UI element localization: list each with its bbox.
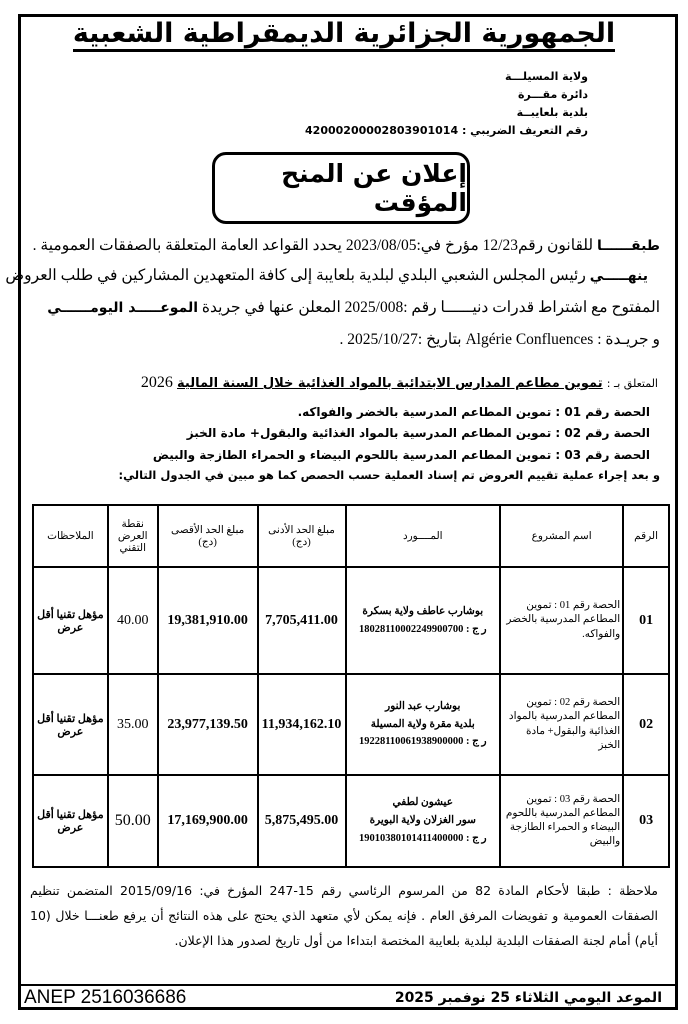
lot-2: الحصة رقم 02 : تموين المطاعم المدرسية بالمواد الغذائية والبقول+ مادة الخبز bbox=[186, 426, 650, 440]
supplier-address: سور الغزلان ولاية البويرة bbox=[369, 815, 476, 827]
table-header-row bbox=[33, 505, 669, 567]
wilaya: ولاية المسيلـــة bbox=[504, 70, 588, 83]
col-max: مبلغ الحد الأقصى (دج) bbox=[158, 505, 258, 567]
supplier-address: بلدية مقرة ولاية المسيلة bbox=[370, 718, 475, 730]
row-project: الحصة رقم 03 : تموين المطاعم المدرسية باللحوم البيضاء و الحمراء الطازجة والبيض bbox=[500, 775, 623, 867]
announcement-title-box bbox=[212, 152, 470, 224]
subject-year: 2026 bbox=[140, 374, 173, 391]
subject-line bbox=[141, 374, 658, 392]
row-max: 19,381,910.00 bbox=[158, 567, 258, 674]
row-score: 50.00 bbox=[108, 775, 158, 867]
row-note: مؤهل تقنيا أقل عرض bbox=[33, 567, 108, 674]
col-min: مبلغ الحد الأدنى (دج) bbox=[258, 505, 346, 567]
subject-label: المتعلق بـ : bbox=[606, 377, 658, 390]
row-min: 11,934,162.10 bbox=[258, 674, 346, 775]
text: المفتوح مع اشتراط قدرات دنيــــــا رقم :2025/008 المعلن عنها في جريدة bbox=[201, 299, 660, 316]
row-number: 02 bbox=[623, 674, 669, 775]
supplier-rc: ر ج : 18028110002249900700 bbox=[358, 623, 487, 635]
row-max: 17,169,900.00 bbox=[158, 775, 258, 867]
body-line-2 bbox=[5, 266, 648, 285]
supplier-rc: ر ج : 19010380101411400000 bbox=[358, 832, 487, 844]
table-row bbox=[33, 567, 669, 674]
row-supplier bbox=[346, 567, 501, 674]
row-project: الحصة رقم 02 : تموين المطاعم المدرسية بالمواد الغذائية والبقول+ مادة الخبز bbox=[500, 674, 623, 775]
supplier-name: بوشارب عاطف ولاية بسكرة bbox=[362, 605, 484, 617]
row-score: 35.00 bbox=[108, 674, 158, 775]
row-supplier bbox=[346, 674, 501, 775]
col-supplier: المــــورد bbox=[346, 505, 501, 567]
col-notes: الملاحظات bbox=[33, 505, 108, 567]
newspaper-date: الموعد اليومي الثلاثاء 25 نوفمبر 2025 bbox=[394, 990, 662, 1006]
supplier-rc: ر ج : 19228110061938900000 bbox=[358, 736, 487, 748]
col-project: اسم المشروع bbox=[500, 505, 623, 567]
text: رئيس المجلس الشعبي البلدي لبلدية بلعايبة إلى كافة المتعهدين المشاركين في طلب العروض bbox=[5, 267, 586, 284]
row-max: 23,977,139.50 bbox=[158, 674, 258, 775]
col-score: نقطة العرض التقني bbox=[108, 505, 158, 567]
tax-id-label: رقم التعريف الضريبي : bbox=[461, 124, 588, 137]
text: للقانون رقم12/23 مؤرخ في:2023/08/05 يحدد القواعد العامة المتعلقة بالصفقات العمومية . bbox=[32, 237, 594, 254]
table-row bbox=[33, 775, 669, 867]
row-project: الحصة رقم 01 : تموين المطاعم المدرسية بالخضر والفواكه. bbox=[500, 567, 623, 674]
row-note: مؤهل تقنيا أقل عرض bbox=[33, 775, 108, 867]
republic-title: الجمهورية الجزائرية الديمقراطية الشعبية bbox=[0, 18, 688, 49]
tax-id-line bbox=[305, 124, 588, 137]
row-min: 5,875,495.00 bbox=[258, 775, 346, 867]
bold-lead: ينهـــــي bbox=[589, 268, 648, 284]
daira: دائرة مقـــرة bbox=[517, 88, 588, 101]
row-number: 01 bbox=[623, 567, 669, 674]
row-number: 03 bbox=[623, 775, 669, 867]
commune: بلدية بلعايبــة bbox=[516, 106, 588, 119]
supplier-name: بوشارب عبد النور bbox=[385, 700, 461, 712]
row-score: 40.00 bbox=[108, 567, 158, 674]
table-intro: و بعد إجراء عملية تقييم العروض تم إسناد العملية حسب الحصص كما هو مبين في الجدول التالي: bbox=[118, 468, 660, 482]
announcement-title: إعلان عن المنح المؤقت bbox=[281, 159, 467, 217]
body-line-3 bbox=[28, 298, 660, 317]
row-min: 7,705,411.00 bbox=[258, 567, 346, 674]
text: و جريـدة : Algérie Confluences بتاريخ :2025/10/27 . bbox=[339, 331, 660, 348]
body-line-1 bbox=[28, 236, 660, 255]
supplier-name: عيشون لطفي bbox=[392, 797, 453, 809]
bold-lead: طبقــــــا bbox=[597, 238, 660, 254]
tax-id: 42000200002803901014 bbox=[305, 124, 459, 137]
lot-3: الحصة رقم 03 : تموين المطاعم المدرسية باللحوم البيضاء و الحمراء الطازجة والبيض bbox=[152, 448, 650, 462]
award-table bbox=[32, 504, 670, 868]
col-number: الرقم bbox=[623, 505, 669, 567]
lot-1: الحصة رقم 01 : تموين المطاعم المدرسية بالخضر والفواكه. bbox=[297, 405, 650, 419]
body-line-4 bbox=[28, 330, 660, 349]
table-row bbox=[33, 674, 669, 775]
legal-note: ملاحظة : طبقا لأحكام المادة 82 من المرسوم الرئاسي رقم 15-247 المؤرخ في: 2015/09/16 المتضمن تنظيم الصفقات العمومية و تفويضات المرفق العام . فإنه يمكن لأي متعهد الذي يحتج على هذه النتائج أن يرفع طعنـــا خلال (10 أيام) أمام لجنة الصفقات البلدية لبلدية بلعايبة المختصة ابتداءا من أول تاريخ لصدور هذا الإعلان. bbox=[30, 883, 659, 948]
footer-divider bbox=[18, 984, 678, 986]
subject: تموين مطاعم المدارس الابتدائية بالمواد الغذائية خلال السنة المالية bbox=[177, 376, 603, 391]
anep-number: ANEP 2516036686 bbox=[24, 987, 187, 1008]
newspaper-name: الموعـــــد اليومــــــي bbox=[47, 300, 199, 316]
row-note: مؤهل تقنيا أقل عرض bbox=[33, 674, 108, 775]
row-supplier bbox=[346, 775, 501, 867]
